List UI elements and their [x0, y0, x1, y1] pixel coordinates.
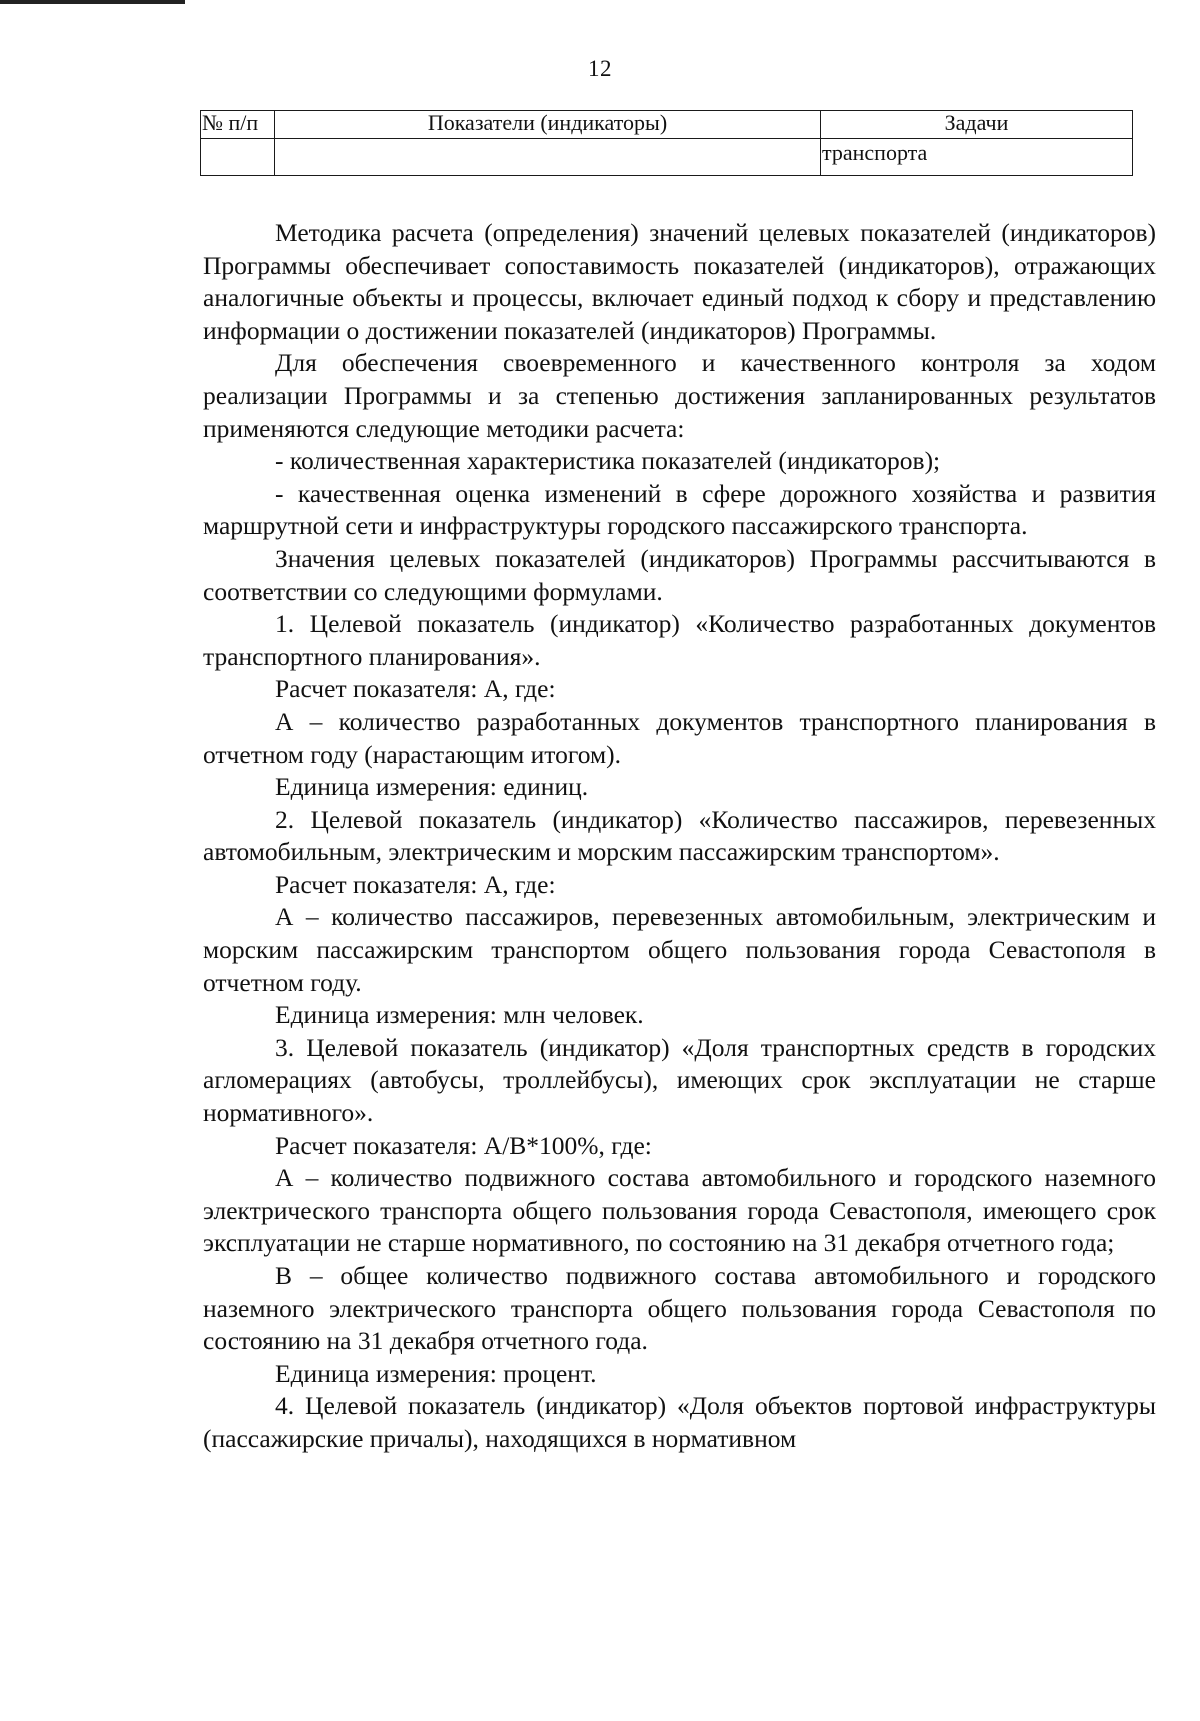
scan-edge-mark: [0, 0, 185, 4]
indicator-3-title: 3. Целевой показатель (индикатор) «Доля транспортных средств в городских агломерациях (автобусы, троллейбусы), имеющих срок эксплуатации не старше нормативного».: [203, 1032, 1156, 1128]
indicator-1-calculation: Расчет показателя: А, где:: [275, 674, 556, 704]
indicator-3-definition-a: А – количество подвижного состава автомобильного и городского наземного электрического транспорта общего пользования города Севастополя, имеющего срок эксплуатации не старше нормативного, по состоянию на 31 декабря отчетного года;: [203, 1163, 1156, 1258]
indicator-2-calculation: Расчет показателя: А, где:: [275, 869, 556, 899]
continuation-table: [200, 110, 1133, 176]
page-number: 12: [588, 56, 612, 81]
table-cell-indicator: [275, 139, 821, 176]
list-item: - качественная оценка изменений в сфере дорожного хозяйства и развития маршрутной сети и инфраструктуры городского пассажирского транспорта.: [203, 478, 1156, 541]
paragraph-formulas-intro: Значения целевых показателей (индикаторов) Программы рассчитываются в соответствии со следующими формулами.: [203, 543, 1156, 606]
table-cell-task: транспорта: [821, 139, 1133, 176]
header-indicators: Показатели (индикаторы): [275, 111, 821, 139]
indicator-1-definition-a: А – количество разработанных документов транспортного планирования в отчетном году (нарастающим итогом).: [203, 706, 1156, 769]
indicator-4-title: 4. Целевой показатель (индикатор) «Доля объектов портовой инфраструктуры (пассажирские причалы), находящихся в нормативном: [203, 1391, 1156, 1453]
table-header-row: [201, 111, 1133, 139]
indicator-3-calculation: Расчет показателя: А/В*100%, где:: [275, 1130, 652, 1160]
header-number: № п/п: [201, 111, 275, 139]
header-tasks: Задачи: [821, 111, 1133, 139]
table-cell-number: [201, 139, 275, 176]
indicator-2-title: 2. Целевой показатель (индикатор) «Количество пассажиров, перевезенных автомобильным, электрическим и морским пассажирским транспортом».: [203, 804, 1156, 867]
indicator-3-definition-b: В – общее количество подвижного состава автомобильного и городского наземного электрического транспорта общего пользования города Севастополя по состоянию на 31 декабря отчетного года.: [203, 1261, 1156, 1356]
document-body: [203, 217, 1156, 1456]
indicator-1-title: 1. Целевой показатель (индикатор) «Количество разработанных документов транспортного планирования».: [203, 609, 1156, 671]
indicator-1-unit: Единица измерения: единиц.: [275, 772, 589, 802]
indicator-3-unit: Единица измерения: процент.: [275, 1358, 597, 1388]
paragraph-methodology: Методика расчета (определения) значений целевых показателей (индикаторов) Программы обеспечивает сопоставимость показателей (индикаторов), отражающих аналогичные объекты и процессы, включает единый подход к сбору и представлению информации о достижении показателей (индикаторов) Программы.: [203, 218, 1156, 345]
indicator-2-unit: Единица измерения: млн человек.: [275, 1000, 644, 1030]
table-row: [201, 139, 1133, 176]
paragraph-control: Для обеспечения своевременного и качественного контроля за ходом реализации Программы и за степенью достижения запланированных результатов применяются следующие методики расчета:: [203, 348, 1156, 443]
list-item: - количественная характеристика показателей (индикаторов);: [275, 446, 941, 476]
indicator-2-definition-a: А – количество пассажиров, перевезенных автомобильным, электрическим и морским пассажирским транспортом общего пользования города Севастополя в отчетном году.: [203, 902, 1156, 997]
